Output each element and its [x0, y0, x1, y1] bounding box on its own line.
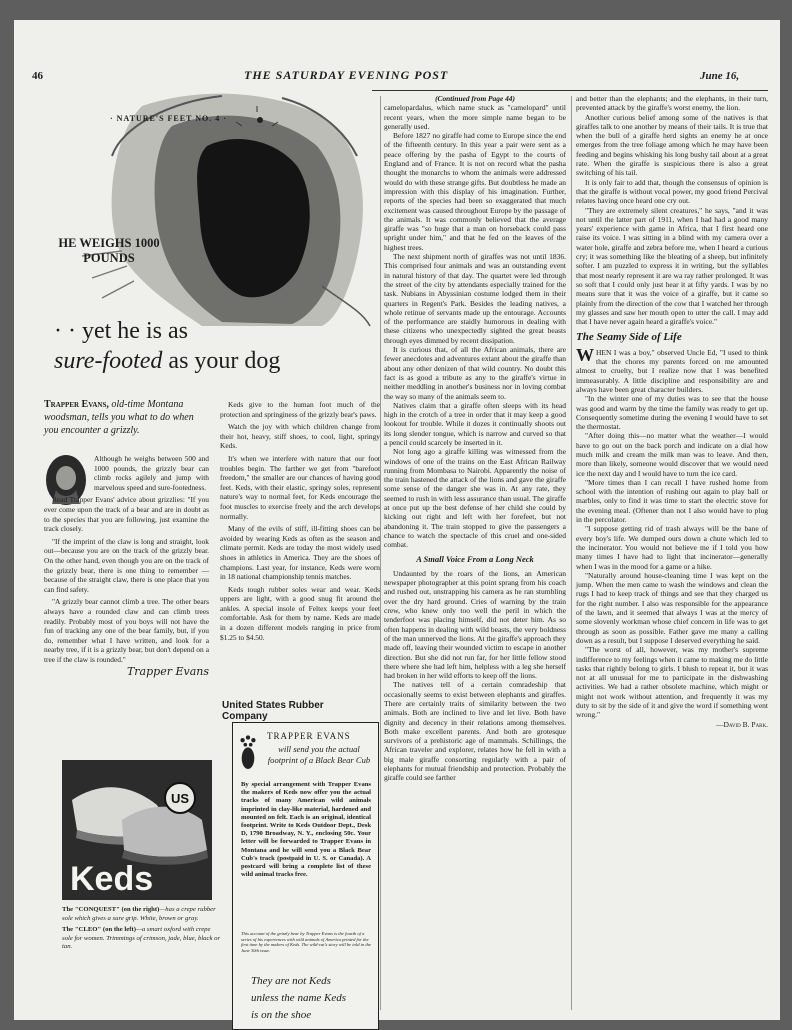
company-name: United States Rubber Company [222, 700, 324, 722]
c-para-2: It is only fair to add that, though the consensus of opinion is that the giraffe is without vocal power, my good friend Percival relates having once heard one cry out. [576, 177, 768, 206]
b-para-0: Undaunted by the roars of the lions, an American newspaper photographer at this point sprang from his coach and rushed out, unstrapping his camera as he ran stumbling over the dry hard ground. Cries of warning by the train crew, who knew only too well the peril in which the tenderfoot was placing himself, did not deter him. As so often happens in dealing with wild beasts, the very boldness of the man unnerved the lions. At the giraffe's approach they made off, leaving their wounded victim to escape in another direction. But she did not run far, for her little fellow stood there where she had left him, helpless with a leg she herself had broken in her wild efforts to keep off the lions. [384, 568, 566, 681]
magazine-page [14, 20, 780, 1020]
page-header [14, 68, 780, 86]
article-column-a [384, 94, 566, 783]
headline-rest: as your dog [168, 348, 281, 374]
b-para-1: The natives tell of a certain comradeship that occasionally seems to exist between elephants and giraffes. There are certainly traits of similarity between the two animals. Both are inclined to live and let live. Both have dignity and decency in their relations among themselves. Both make excellent parents. And both are grotesque survivors of a prehistoric age of mammals. Schillings, the African traveler and explorer, relates how he fell in with a big male giraffe consorting regularly with a pair of elephants for mutual friendship and protection. Probably the giraffe could see farther [384, 680, 566, 783]
coupon-tagline [251, 973, 376, 1024]
keds-logo: Keds [70, 860, 154, 898]
continued-note: (Continued from Page 44) [435, 94, 515, 103]
tagline-2: unless the name Keds [251, 992, 347, 1004]
d-para-0-text: HEN I was a boy," observed Uncle Ed, "I used to think that the chores my parents forced on me amounted almost to cruelty, but I realize now that I was benefited immeasurably. A little discipline and responsibility are and always have been great character builders. [576, 347, 768, 394]
masthead: THE SATURDAY EVENING POST [244, 68, 449, 82]
caption-conquest [62, 906, 222, 923]
d-para-1: "In the winter one of my duties was to see that the house was good and warm by the time the family was ready to get up. Consequently sometime during the evening I would have to set the thermostat. [576, 394, 768, 432]
shoe-caption [62, 906, 222, 952]
d-para-5: "Naturally around house-cleaning time I was kept on the jump. When the men came to wash the windows and clean the rugs I had to keep track of things and see that they charged us for the right number. I also was responsible for the appearance of the lawn, and it seemed that always I was at the mercy of some slovenly workman whose chief concern in life was to get through as soon as possible. Father gave me many a calling down as a result, but I suppose I deserved everything he said. [576, 570, 768, 645]
ad-column-2 [220, 400, 380, 645]
footprint-offer-coupon [232, 722, 379, 1030]
article-signature: —David B. Park. [716, 719, 768, 729]
d-para-0 [576, 344, 768, 394]
us-badge: US [170, 791, 190, 806]
headline-line-2 [54, 348, 280, 375]
keds-shoes-photo [62, 760, 212, 900]
headline-line-1: · · yet he is as [54, 318, 188, 344]
drop-cap: W [576, 344, 594, 365]
page-number: 46 [32, 70, 43, 82]
a-para-2: The next shipment north of giraffes was not until 1836. This comprised four animals and was an outstanding event in natural history of that day. The quartet were led through the street of the city by attendants especially trained for the task. Nubians in Abyssinian costume lodged them in their quarters in Regent's Park. Besides the leading natives, a whole retinue of servants made up the entourage. Accounts of the performance are staidly humorous in dealing with these citizens who unexpectedly sighted the great beasts through eyes dimmed by recent dissipation. [384, 252, 566, 345]
caption-cleo-text: —a smart oxford with crepe sole for women. Trimmings of crimson, jade, blue, black or tan. [62, 926, 221, 950]
issue-date: June 16, [700, 70, 740, 82]
d-para-6: "The worst of all, however, was my mother's supreme indifference to my feelings when it came to making me do little tasks that rightly belong to girls. I blush to repeat it, but it was not at all unusual for me to participate in the dishwashing activities. We had a rather obsolete machine, which might or might not work without attention, and frequently it was my duty to sit by the side of it and give the word if something went wrong." [576, 645, 768, 720]
coupon-body: By special arrangement with Trapper Evans the makers of Keds now offer you the actual tracks of many American wild animals imprinted in clay-like material, hardened and mounted on felt. Each is an original, identical footprint. Write to Keds Outdoor Dept., Desk D, 1790 Broadway, N. Y., enclosing 50c. Your letter will be forwarded to Trapper Evans in Montana and he will send you a Black Bear Cub's track (postpaid in U. S. or Canada). A postcard will bring a complete list of these wild animal tracks free. [241, 781, 371, 879]
c-para-0: and better than the elephants; and the elephants, in their turn, prevented attack by the giraffe's worst enemy, the lion. [576, 94, 768, 113]
column-rule-2 [571, 96, 572, 1010]
col1-para-1: Read Trapper Evans' advice about grizzlies: "If you ever come upon the track of a bear and are in doubt as to the species that you are following, just examine the track closely. [44, 495, 209, 534]
col2-para-4: Keds tough rubber soles wear and wear. Keds uppers are light, with a good snug fit around the ankles. A special insole of Feltex keeps your feet comfortable. Ask for them by name. Keds are made in a dozen different models ranging in price from $1.25 to $4.50. [220, 584, 380, 642]
coupon-note: This account of the grizzly bear by Trapper Evans is the fourth of a series of his experiences with wild animals of America printed for the first time by the makers of Keds. The wild-cat's story will be told in the June 30th issue. [241, 931, 371, 953]
column-rule-1 [380, 96, 381, 1010]
col2-para-1: Watch the joy with which children change from their hot, heavy, stiff shoes, to cool, light, springy Keds. [220, 422, 380, 451]
seamy-title: The Seamy Side of Life [576, 331, 682, 344]
a-para-5: Not long ago a giraffe killing was witnessed from the windows of one of the trains on the East African Railway running from Mombasa to Nairobi. Apparently the noise of the train hastened the attack of the lions and gave the giraffe some sense of the danger she was in. At any rate, they seemed to rush in with less assurance than usual. The giraffe at once put up the best defense of her child she could by kicking out right and left with her forefeet, but not abandoning it. The train stopped to give the passengers a chance to watch the spectacle of this cruel and one-sided combat. [384, 447, 566, 550]
caption-cleo [62, 926, 222, 952]
tagline-1: They are not Keds [251, 975, 331, 987]
keds-advertisement [22, 86, 380, 1021]
ad-column-1 [44, 454, 209, 677]
caption-conquest-text: —has a crepe rubber sole which gives a sure grip. White, brown or gray. [62, 906, 216, 922]
a-para-4: Natives claim that a giraffe often sleeps with its head high in the crotch of a tree in order that it may keep a good lookout for trouble. While it dozes it continually shoots out its long slender tongue, which is narrow and curved so that a pencil could scarcely be inserted in it. [384, 400, 566, 447]
tagline-3: is on the shoe [251, 1009, 312, 1021]
d-para-2: "After doing this—no matter what the weather—I would have to go out on the back porch and indicate on a dial how much milk and cream the milk man was to leave. And then, more than likely, someone would discover that we would need ice the next day and I would have to turn the ice card. [576, 431, 768, 478]
coupon-title: TRAPPER EVANS [267, 731, 351, 741]
lead-paragraph [44, 398, 209, 437]
d-para-3: "More times than I can recall I have rushed home from school with the intention of rushing out again to play ball or marbles, only to find it was time to start the electric stove for the evening meal. (Oftener than not I also would have to plug in the percolator. [576, 477, 768, 525]
subhead-small-voice: A Small Voice From a Long Neck [416, 553, 534, 564]
col2-para-3: Many of the evils of stiff, ill-fitting shoes can be avoided by wearing Keds as often as the season and climate permit. Keds are today the most widely used shoes in athletics in America. They are the shoes of champions. Last year, for instance, Keds were worn in 18 national championship tennis matches. [220, 524, 380, 582]
col1-para-3: "A grizzly bear cannot climb a tree. The other bears always have a rounded claw and can climb trees readily. Probably most of you boys will not have the fun of tracking any one of the bear family, but, if you do, remember what I have written, and look for a nearby tree, if it is a grizzly bear, but don't depend on a tree if the claw is rounded." [44, 597, 209, 664]
c-para-3: "They are extremely silent creatures," he says, "and it was not until the latter part of 1911, when I had had a good many years' experience with game in Africa, that I first heard one raise its voice. I was sitting in a blind with my camera over a water hole, giraffe and zebra before me, when I heard a curious cry; it was something like the bleating of a sheep, but infinitely softer. I am puzzled to express it in writing, but the syllables that most nearly represent it are wa ray rather prolonged. It was so soft that I could only just hear it at fifty yards. I was by no means sure that it was the voice of a giraffe, but it came so plainly from the direction of the cow that I watched her through my glasses and saw her mouth open to utter the call. I may add that I have never again heard a giraffe's voice." [576, 205, 768, 327]
lead-name: Trapper Evans, [44, 399, 109, 410]
col2-para-2: It's when we interfere with nature that our foot troubles begin. The farther we get from "barefoot freedom," the smaller are our chances of having good feet. Keds, with their elastic, springy soles, represent nature's way to normal feet, for Keds encourage the foot muscles to exercise freely and the arch develops normally. [220, 453, 380, 521]
col1-para-0: Although he weighs between 500 and 1000 pounds, the grizzly bear can climb rocks agilely and jump with marvelous speed and sure-footedness. [94, 454, 209, 492]
d-para-4: "I suppose getting rid of trash always will be the bane of every boy's life. We dumped ours down a chute which led to the incinerator. You would not believe me if I told you how many times I have had to light that incinerator—generally when I was in the mood for a game or a hike. [576, 524, 768, 571]
a-para-3: It is curious that, of all the African animals, there are fewer anecdotes and adventures extant about the giraffe than about any other denizen of that wild country. No doubt this fact is as good a tribute as any to the giraffe's virtue in neither meddling in another's business nor in loving combat the way so many of the animals seem to. [384, 345, 566, 401]
trapper-signature: Trapper Evans [126, 665, 209, 679]
series-label: · NATURE'S FEET NO. 4 · [110, 114, 227, 123]
lead-text: old-time Montana woodsman, tells you what to do when you encounter a grizzly. [44, 399, 194, 436]
col1-para-2: "If the imprint of the claw is long and straight, look out—because you are on the track of the grizzly bear. On the other hand, even though you are on the track of the grizzly bear, there is one thing to remember — because of the straight claw, there is one place that you can find safety. [44, 536, 209, 594]
bear-paw-icon [239, 731, 257, 771]
headline-sure-footed: sure-footed [54, 348, 163, 374]
a-para-1: Before 1827 no giraffe had come to Europe since the end of the fifteenth century. In this year a pair were sent as a peace offering by the pasha of Egypt to the courts of England and of France. It is not on record what the pasha thought the monarchs to whom the animals were addressed would do with these strange gifts. But doubtless he made an impression with this display of his imagination. Further, reports of the species had been so exaggerated that much excitement was caused throughout Europe by the passage of the animals. It was commonly believed that the average giraffe was "so huge that a man on horseback could pass upright under him," and that he fed on the leaves of the highest trees. [384, 131, 566, 252]
weight-callout: HE WEIGHS 1000 POUNDS [58, 236, 160, 265]
a-para-0: camelopardalus, which name stuck as "camelopard" until recent years, when the more simple name began to be generally used. [384, 103, 566, 131]
caption-conquest-name: The "CONQUEST" (on the right) [62, 906, 160, 913]
article-column-b [576, 94, 768, 729]
c-para-1: Another curious belief among some of the natives is that giraffes talk to one another by means of their tails. It is true that when the bull of a giraffe herd sights an enemy he at once emerges from the tree foliage among which he may have been feeding and begins whisking his long bushy tail about at a great rate. When the giraffe is suspicious there is also a great switching of his tail. [576, 112, 768, 178]
col2-para-0: Keds give to the human foot much of the protection and springiness of the grizzly bear's paws. [220, 400, 380, 419]
caption-cleo-name: The "CLEO" (on the left) [62, 926, 136, 933]
coupon-subtitle: will send you the actual footprint of a Black Bear Cub [267, 744, 371, 765]
